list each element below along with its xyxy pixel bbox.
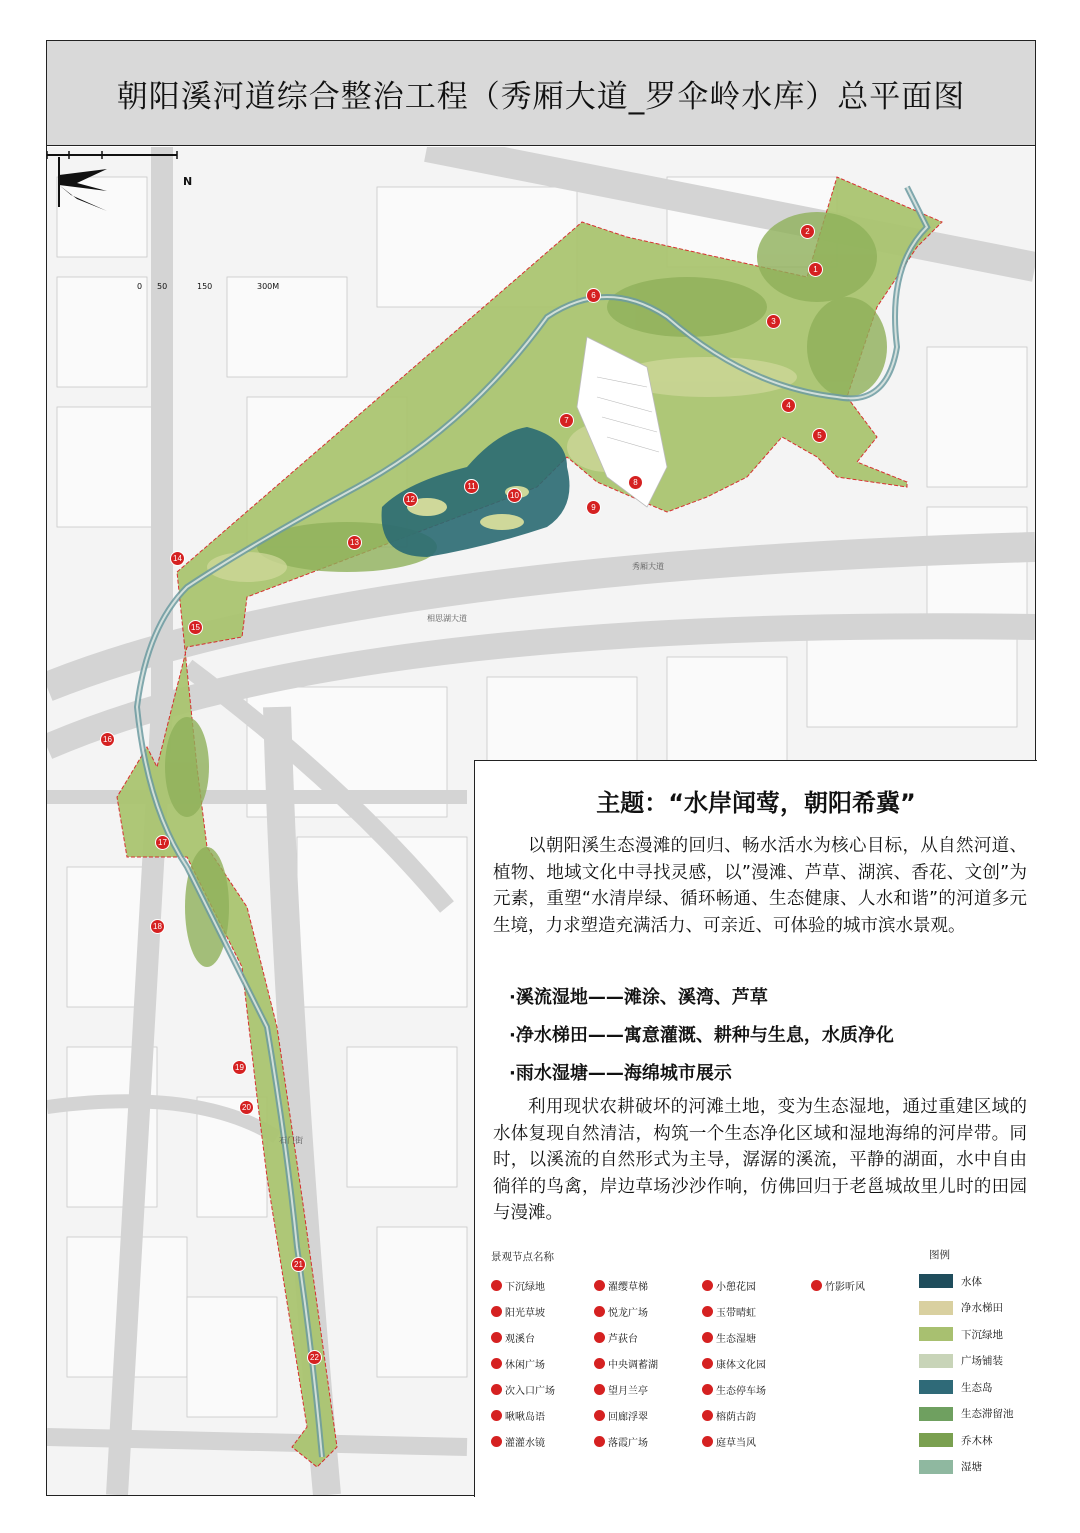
node-name: 次入口广场 xyxy=(505,1386,555,1397)
road-label: 相思湖大道 xyxy=(427,614,467,623)
legend-item xyxy=(919,1430,1029,1450)
node-list-item xyxy=(702,1434,812,1449)
node-number-icon xyxy=(491,1436,502,1447)
node-name: 生态湿塘 xyxy=(716,1334,756,1345)
node-number-icon xyxy=(702,1280,713,1291)
landscape-node-marker[interactable]: 10 xyxy=(507,488,522,503)
node-number-icon xyxy=(594,1306,605,1317)
title-bar xyxy=(47,41,1035,146)
node-name: 濯缨草梯 xyxy=(608,1282,648,1293)
landscape-node-marker[interactable]: 7 xyxy=(559,413,574,428)
node-list-item xyxy=(702,1278,812,1293)
legend-swatch xyxy=(919,1327,953,1341)
landscape-node-marker[interactable]: 18 xyxy=(150,919,165,934)
node-name: 落霞广场 xyxy=(608,1438,648,1449)
feature-item: ·净水梯田——寓意灌溉、耕种与生息，水质净化 xyxy=(509,1025,894,1046)
legend-label: 生态岛 xyxy=(961,1381,993,1394)
legend-label: 乔木林 xyxy=(961,1434,993,1447)
node-list-item xyxy=(702,1382,812,1397)
node-name: 灌灌水镜 xyxy=(505,1438,545,1449)
node-name: 小憩花园 xyxy=(716,1282,756,1293)
node-number-icon xyxy=(491,1384,502,1395)
landscape-node-marker[interactable]: 19 xyxy=(232,1060,247,1075)
landscape-node-marker[interactable]: 1 xyxy=(808,262,823,277)
node-number-icon xyxy=(702,1306,713,1317)
landscape-node-marker[interactable]: 11 xyxy=(464,479,479,494)
scale-label: 50 xyxy=(157,282,168,291)
node-list-title: 景观节点名称 xyxy=(491,1251,554,1263)
legend-title: 图例 xyxy=(929,1249,950,1261)
landscape-node-marker[interactable]: 15 xyxy=(188,620,203,635)
node-list-item xyxy=(702,1356,812,1371)
node-name: 下沉绿地 xyxy=(505,1282,545,1293)
legend-label: 生态滞留池 xyxy=(961,1408,1014,1420)
node-list-item xyxy=(491,1382,601,1397)
legend-swatch xyxy=(919,1433,953,1447)
node-list-item xyxy=(491,1304,601,1319)
theme-title: 主题：“水岸闻莺，朝阳希冀” xyxy=(596,789,916,817)
node-number-icon xyxy=(702,1332,713,1343)
scale-label: 0 xyxy=(137,282,143,291)
node-name: 阳光草坡 xyxy=(505,1308,545,1319)
landscape-node-marker[interactable]: 22 xyxy=(307,1350,322,1365)
legend-swatch xyxy=(919,1407,953,1421)
landscape-node-marker[interactable]: 17 xyxy=(155,835,170,850)
legend-swatch xyxy=(919,1380,953,1394)
node-list-item xyxy=(594,1434,704,1449)
node-number-icon xyxy=(594,1280,605,1291)
node-list-item xyxy=(491,1278,601,1293)
node-list-item xyxy=(594,1356,704,1371)
node-list-item xyxy=(702,1330,812,1345)
node-number-icon xyxy=(594,1436,605,1447)
north-label: N xyxy=(183,175,193,188)
node-list-item xyxy=(811,1278,921,1293)
legend-swatch xyxy=(919,1354,953,1368)
landscape-node-marker[interactable]: 8 xyxy=(628,475,643,490)
node-name: 竹影听风 xyxy=(825,1282,865,1293)
node-number-icon xyxy=(594,1410,605,1421)
landscape-node-marker[interactable]: 14 xyxy=(170,551,185,566)
page-title: 朝阳溪河道综合整治工程（秀厢大道_罗伞岭水库）总平面图 xyxy=(116,78,966,115)
node-name: 观溪台 xyxy=(505,1334,535,1345)
legend-item xyxy=(919,1377,1029,1397)
node-list-item xyxy=(594,1278,704,1293)
landscape-node-marker[interactable]: 3 xyxy=(766,314,781,329)
landscape-node-marker[interactable]: 2 xyxy=(800,224,815,239)
node-number-icon xyxy=(491,1410,502,1421)
node-number-icon xyxy=(702,1358,713,1369)
node-name: 休闲广场 xyxy=(505,1360,545,1371)
outro-paragraph: 利用现状农耕破坏的河滩土地，变为生态湿地，通过重建区域的水体复现自然清洁，构筑一个生态净化区域和湿地海绵的河岸带。同时，以溪流的自然形式为主导，潺潺的溪流，平静的湖面，水中自由徜徉的鸟禽，岸边草场沙沙作响，仿佛回归于老邕城故里儿时的田园与漫滩。 xyxy=(493,1097,1027,1223)
landscape-node-marker[interactable]: 20 xyxy=(239,1100,254,1115)
node-number-icon xyxy=(594,1332,605,1343)
node-list-item xyxy=(594,1408,704,1423)
node-list-item xyxy=(594,1304,704,1319)
intro-paragraph: 以朝阳溪生态漫滩的回归、畅水活水为核心目标，从自然河道、植物、地域文化中寻找灵感，以”漫滩、芦草、湖滨、香花、文创”为元素，重塑“水清岸绿、循环畅通、生态健康、人水和谐”的河道多元生境，力求塑造充满活力、可亲近、可体验的城市滨水景观。 xyxy=(493,836,1027,936)
node-list-item xyxy=(702,1304,812,1319)
node-list-item xyxy=(594,1330,704,1345)
node-number-icon xyxy=(811,1280,822,1291)
node-number-icon xyxy=(491,1358,502,1369)
legend-item xyxy=(919,1298,1029,1318)
scale-bar xyxy=(47,147,182,167)
landscape-node-marker[interactable]: 9 xyxy=(586,500,601,515)
node-list-item xyxy=(491,1408,601,1423)
legend-item xyxy=(919,1351,1029,1371)
road-label: 秀厢大道 xyxy=(632,562,664,571)
node-name: 回廊浮翠 xyxy=(608,1412,648,1423)
node-number-icon xyxy=(702,1384,713,1395)
road-label: 石门街 xyxy=(279,1136,303,1145)
node-name: 望月兰亭 xyxy=(608,1386,648,1397)
node-number-icon xyxy=(594,1358,605,1369)
feature-item: ·雨水湿塘——海绵城市展示 xyxy=(509,1063,732,1084)
landscape-node-marker[interactable]: 5 xyxy=(812,428,827,443)
legend-swatch xyxy=(919,1460,953,1474)
description-panel xyxy=(474,760,1037,1497)
node-name: 啾啾岛语 xyxy=(505,1412,545,1423)
node-list-item xyxy=(491,1434,601,1449)
node-number-icon xyxy=(594,1384,605,1395)
node-list-item xyxy=(702,1408,812,1423)
node-number-icon xyxy=(702,1436,713,1447)
node-number-icon xyxy=(491,1306,502,1317)
legend-item xyxy=(919,1404,1029,1424)
node-name: 庭草当风 xyxy=(716,1438,756,1449)
node-name: 玉带晴虹 xyxy=(716,1308,756,1319)
map-frame xyxy=(46,40,1036,1496)
landscape-node-marker[interactable]: 16 xyxy=(100,732,115,747)
node-name: 悦龙广场 xyxy=(608,1308,648,1319)
landscape-node-marker[interactable]: 6 xyxy=(586,288,601,303)
landscape-node-marker[interactable]: 21 xyxy=(291,1257,306,1272)
node-name: 榕荫古韵 xyxy=(716,1412,756,1423)
legend-item xyxy=(919,1457,1029,1477)
landscape-node-marker[interactable]: 4 xyxy=(781,398,796,413)
node-number-icon xyxy=(491,1280,502,1291)
landscape-node-marker[interactable]: 13 xyxy=(347,535,362,550)
legend-label: 净水梯田 xyxy=(961,1302,1003,1314)
node-name: 生态停车场 xyxy=(716,1386,766,1397)
node-name: 中央调蓄湖 xyxy=(608,1360,658,1371)
scale-label: 150 xyxy=(197,282,213,291)
legend-label: 广场铺装 xyxy=(961,1355,1003,1367)
legend-label: 水体 xyxy=(961,1275,982,1288)
legend-label: 湿塘 xyxy=(961,1461,982,1473)
legend-item xyxy=(919,1324,1029,1344)
feature-item: ·溪流湿地——滩涂、溪湾、芦草 xyxy=(509,987,768,1008)
node-number-icon xyxy=(491,1332,502,1343)
node-list-item xyxy=(491,1356,601,1371)
node-number-icon xyxy=(702,1410,713,1421)
scale-label: 300M xyxy=(257,282,280,291)
legend-swatch xyxy=(919,1274,953,1288)
node-name: 康体文化园 xyxy=(716,1360,766,1371)
legend-item xyxy=(919,1271,1029,1291)
node-list-item xyxy=(594,1382,704,1397)
node-list-item xyxy=(491,1330,601,1345)
legend-swatch xyxy=(919,1301,953,1315)
legend-label: 下沉绿地 xyxy=(961,1328,1003,1341)
landscape-node-marker[interactable]: 12 xyxy=(403,492,418,507)
node-name: 芦荻台 xyxy=(608,1334,638,1345)
